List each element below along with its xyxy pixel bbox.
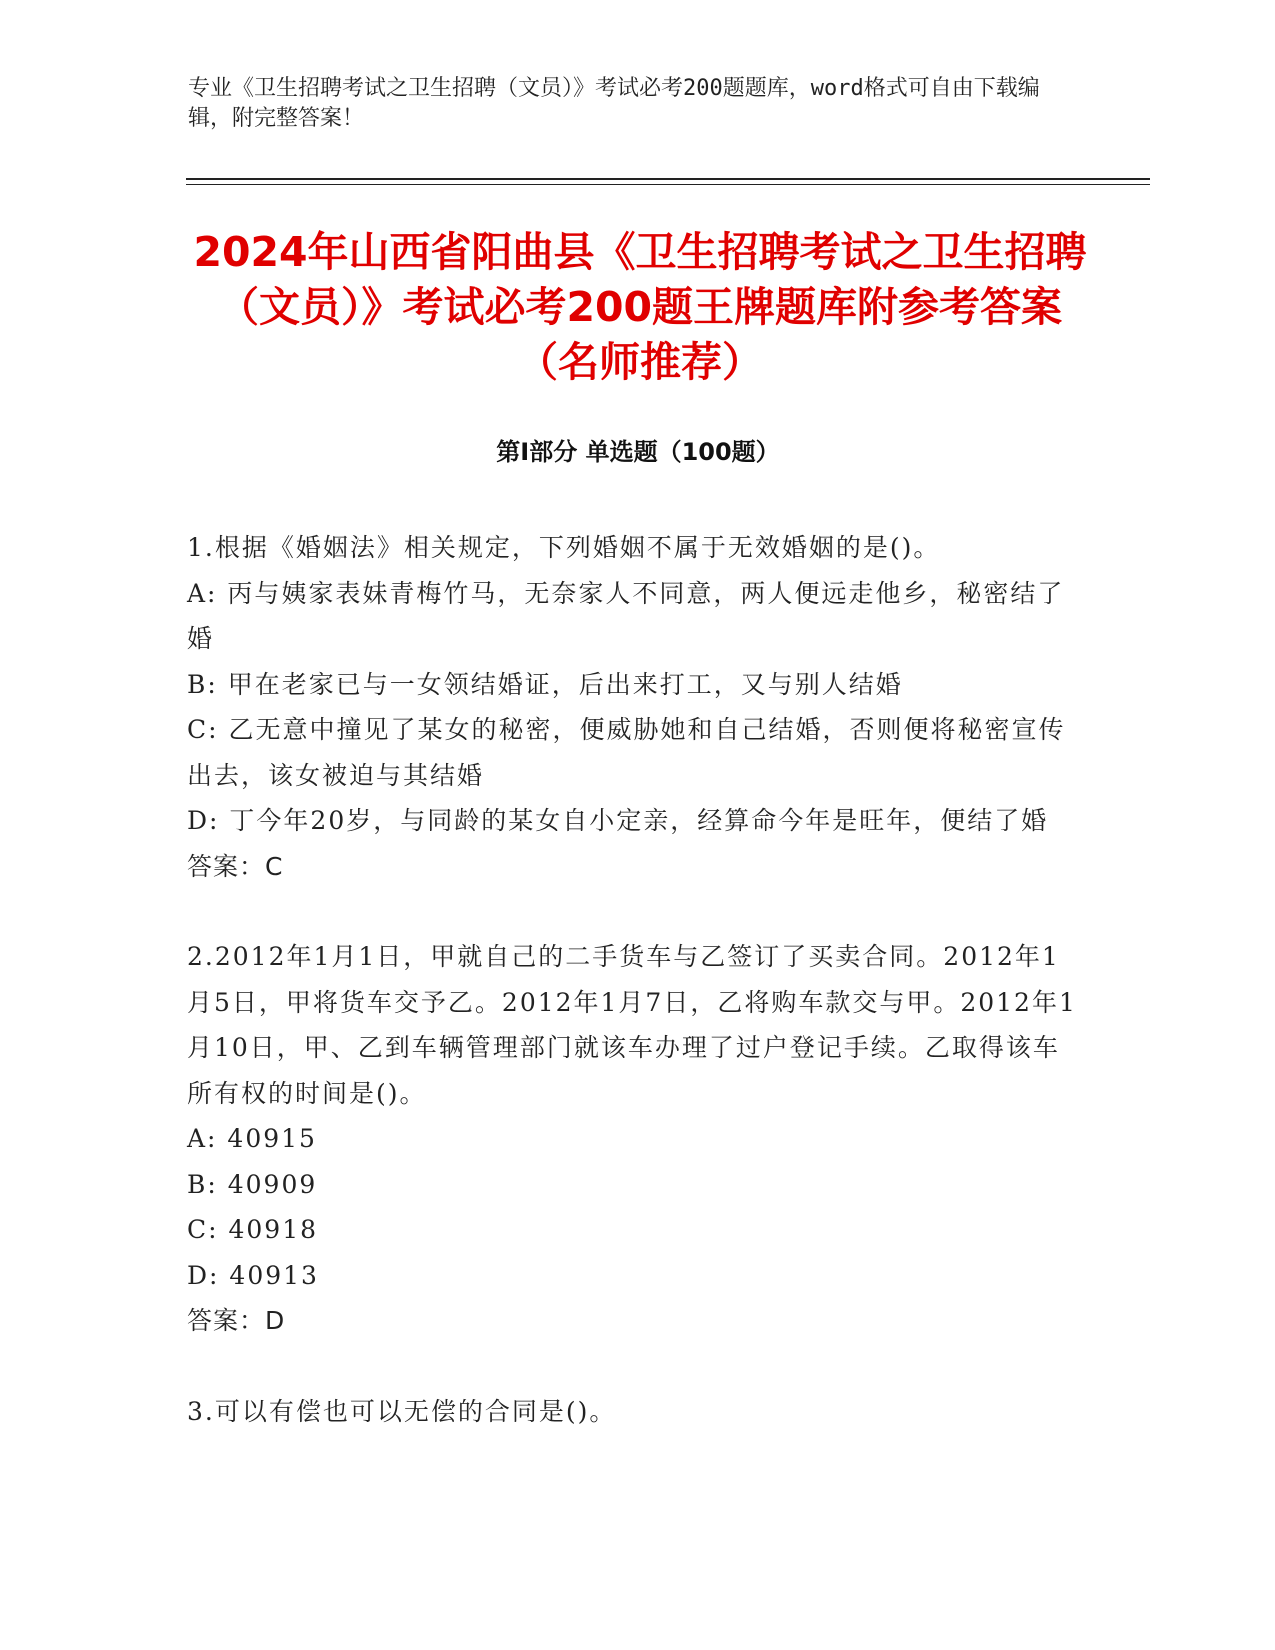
document-title: 2024年山西省阳曲县《卫生招聘考试之卫生招聘（文员）》考试必考200题王牌题库附参考答案（名师推荐） [193,228,1087,386]
answer: 答案：D [187,1306,286,1335]
section-title: 第I部分 单选题（100题） [496,438,780,466]
header-divider-bottom [186,184,1150,185]
option-d: D: 丁今年20岁，与同龄的某女自小定亲，经算命今年是旺年，便结了婚 [187,806,1049,835]
answer: 答案：C [187,851,284,881]
question-list [187,525,1077,1434]
question-3 [187,1389,1077,1435]
question-stem: 1.根据《婚姻法》相关规定，下列婚姻不属于无效婚姻的是()。 [187,533,941,562]
header-divider-top [186,178,1150,180]
option-b: B: 40909 [187,1169,318,1199]
question-1 [187,525,1077,889]
option-a: A: 丙与姨家表妹青梅竹马，无奈家人不同意，两人便远走他乡，秘密结了婚 [187,578,1065,653]
option-d: D: 40913 [187,1260,319,1290]
option-c: C: 40918 [187,1215,319,1244]
question-stem: 3.可以有偿也可以无偿的合同是()。 [187,1396,617,1426]
option-a: A: 40915 [187,1124,317,1153]
question-stem: 2.2012年1月1日，甲就自己的二手货车与乙签订了买卖合同。2012年1月5日，甲将货车交予乙。2012年1月7日，乙将购车款交与甲。2012年1月10日，甲、乙到车辆管理部门就该车办理了过户登记手续。乙取得该车所有权的时间是()。 [187,942,1077,1108]
option-b: B: 甲在老家已与一女领结婚证，后出来打工，又与别人结婚 [187,669,903,699]
header-note: 专业《卫生招聘考试之卫生招聘（文员）》考试必考200题题库，word格式可自由下载编辑，附完整答案！ [188,76,1040,131]
option-c: C: 乙无意中撞见了某女的秘密，便威胁她和自己结婚，否则便将秘密宣传出去，该女被迫与其结婚 [187,715,1066,790]
question-2 [187,934,1077,1344]
